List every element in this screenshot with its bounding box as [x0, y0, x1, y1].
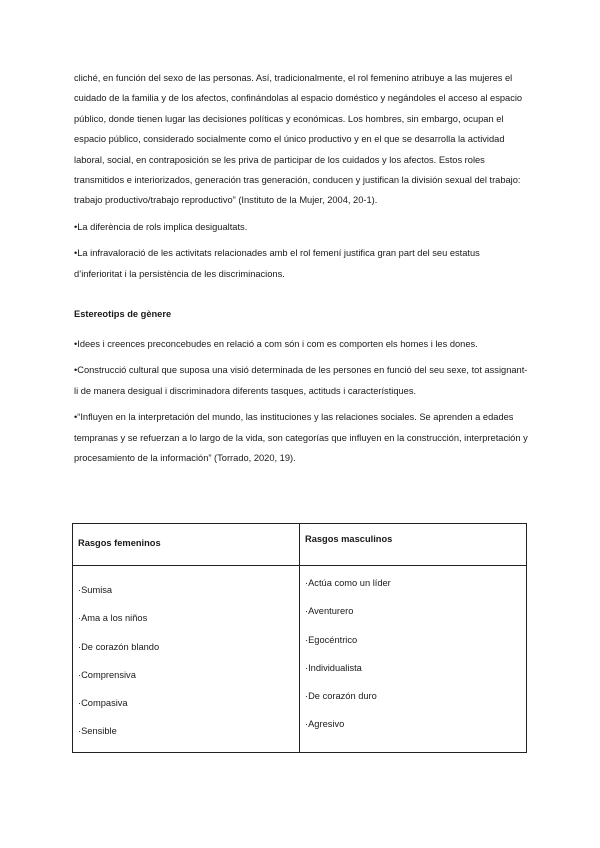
feminine-cell: [73, 566, 300, 753]
list-item: ·De corazón blando: [78, 641, 160, 652]
header-feminine: Rasgos femeninos: [73, 524, 300, 566]
feminine-list: [73, 566, 299, 746]
paragraph-continuation: cliché, en función del sexo de las personas. Así, tradicionalmente, el rol femenino atribuye a las mujeres el cuidado de la familia y de los afectos, confinándolas al espacio doméstico y negándoles el acceso al espacio público, donde tienen lugar las decisiones políticas y económicas. Los hombres, sin embargo, ocupan el espacio público, considerado socialmente como el único productivo y en el que se desarrolla la actividad laboral, social, en contraposición se les priva de participar de los cuidados y los afectos. Estos roles transmitidos e interiorizados, generación tras generación, conducen y justifican la división sexual del trabajo: trabajo productivo/trabajo reproductivo” (Instituto de la Mujer, 2004, 20-1).: [74, 73, 523, 206]
list-item: ·Aventurero: [305, 606, 354, 617]
masculine-list: [300, 566, 526, 739]
spacer: [74, 290, 530, 304]
list-item: ·Individualista: [305, 662, 362, 673]
document-body: [74, 68, 530, 475]
bullet-definition: •Idees i creences preconcebudes en relació a com són i com es comporten els homes i les dones.: [74, 339, 478, 350]
list-item: ·Sumisa: [78, 585, 113, 595]
list-item: ·Agresivo: [305, 719, 345, 730]
list-item: ·Ama a los niños: [78, 613, 148, 624]
bullet-undervaluation: •La infravaloració de les activitats relacionades amb el rol femení justifica gran part del seu estatus d’inferioritat i la persistència de les discriminacions.: [74, 248, 480, 279]
list-item: ·Compasiva: [78, 698, 128, 709]
list-item: ·Sensible: [78, 726, 117, 737]
table-row: [73, 566, 527, 753]
table-header-row: [73, 524, 527, 566]
list-item: ·Comprensiva: [78, 669, 136, 680]
list-item: ·Actúa como un líder: [305, 578, 391, 588]
bullet-role-difference: •La diferència de rols implica desigualtats.: [74, 221, 248, 232]
traits-table: [72, 523, 527, 753]
bullet-cultural-construction: •Construcció cultural que suposa una visió determinada de les persones en funció del seu sexe, tot assignant-li de manera desigual i discriminadora diferents tasques, actituds i característiques.: [74, 365, 528, 396]
list-item: ·De corazón duro: [305, 691, 377, 702]
list-item: ·Egocéntrico: [305, 634, 358, 645]
header-masculine: Rasgos masculinos: [300, 524, 527, 566]
masculine-cell: [300, 566, 527, 753]
bullet-quote: •“Influyen en la interpretación del mundo, las instituciones y las relaciones sociales. Se aprenden a edades tempranas y se refuerzan a lo largo de la vida, son categorías que influyen en la construcción, interpretación y procesamiento de la información” (Torrado, 2020, 19).: [74, 412, 528, 464]
section-heading: Estereotips de gènere: [74, 309, 172, 320]
